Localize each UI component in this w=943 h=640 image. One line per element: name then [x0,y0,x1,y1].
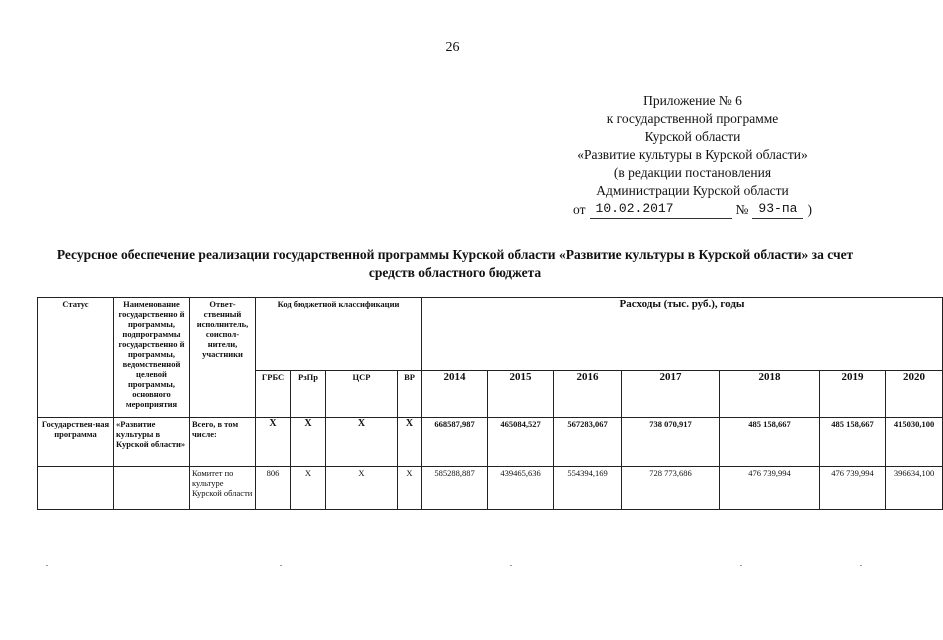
cell-vr: X [398,418,422,467]
cell-value: 567283,067 [554,418,622,467]
header-vr: ВР [398,371,422,418]
cell-value: 465084,527 [488,418,554,467]
cell-value: 485 158,667 [820,418,886,467]
decree-date: 10.02.2017 [590,200,732,219]
cell-responsible: Комитет по культуре Курской области [190,467,256,510]
cell-value: 738 070,917 [622,418,720,467]
table-row [38,418,943,467]
header-year: 2017 [622,371,720,418]
header-status: Статус [38,298,114,418]
cell-value: 585288,887 [422,467,488,510]
header-csr: ЦСР [326,371,398,418]
cell-value: 476 739,994 [820,467,886,510]
header-budget-code: Код бюджетной классификации [256,298,422,371]
scan-dot [280,565,282,566]
appendix-block [555,92,830,219]
appendix-line: к государственной программе [606,111,779,126]
scan-dot [740,565,742,566]
cell-value: 728 773,686 [622,467,720,510]
header-row [38,298,943,371]
scan-dot [510,565,512,566]
appendix-date-line [555,200,830,219]
decree-number: 93-па [752,200,803,219]
cell-vr: X [398,467,422,510]
header-year: 2014 [422,371,488,418]
date-prefix: от [573,202,586,217]
header-rzpr: РзПр [291,371,326,418]
cell-rzpr: X [291,467,326,510]
document-title: Ресурсное обеспечение реализации государственной программы Курской области «Развитие культуры в Курской области» за счет средств областного бюджета [56,247,854,280]
header-name: Наименование государственно й программы, подпрограммы государственно й программы, ведомственной целевой программы, основного мероприятия [114,298,190,418]
cell-value: 396634,100 [886,467,943,510]
cell-csr: X [326,418,398,467]
appendix-line: Администрации Курской области [596,183,789,198]
cell-value: 476 739,994 [720,467,820,510]
header-year: 2019 [820,371,886,418]
appendix-line: Курской области [644,129,741,144]
cell-status [38,467,114,510]
header-grbs: ГРБС [256,371,291,418]
scan-dot [860,565,862,566]
appendix-line: «Развитие культуры в Курской области» [577,147,808,162]
page-number: 26 [445,40,460,55]
close-paren: ) [807,202,812,217]
cell-name [114,467,190,510]
cell-value: 554394,169 [554,467,622,510]
cell-name: «Развитие культуры в Курской области» [114,418,190,467]
cell-grbs: 806 [256,467,291,510]
header-year: 2020 [886,371,943,418]
cell-value: 668587,987 [422,418,488,467]
cell-value: 415030,100 [886,418,943,467]
cell-value: 439465,636 [488,467,554,510]
cell-csr: X [326,467,398,510]
scan-noise [0,565,905,566]
cell-status: Государствен-ная программа [38,418,114,467]
cell-responsible: Всего, в том числе: [190,418,256,467]
table-row [38,467,943,510]
resource-table [37,297,943,510]
appendix-line: Приложение № 6 [643,93,742,108]
number-prefix: № [735,202,749,217]
header-responsible: Ответ-ственный исполнитель, соиспол-нители, участники [190,298,256,418]
header-year: 2015 [488,371,554,418]
cell-grbs: X [256,418,291,467]
header-year: 2016 [554,371,622,418]
header-year: 2018 [720,371,820,418]
appendix-line: (в редакции постановления [613,165,772,180]
cell-rzpr: X [291,418,326,467]
header-expenses: Расходы (тыс. руб.), годы [422,298,943,371]
scan-dot [46,565,48,566]
cell-value: 485 158,667 [720,418,820,467]
